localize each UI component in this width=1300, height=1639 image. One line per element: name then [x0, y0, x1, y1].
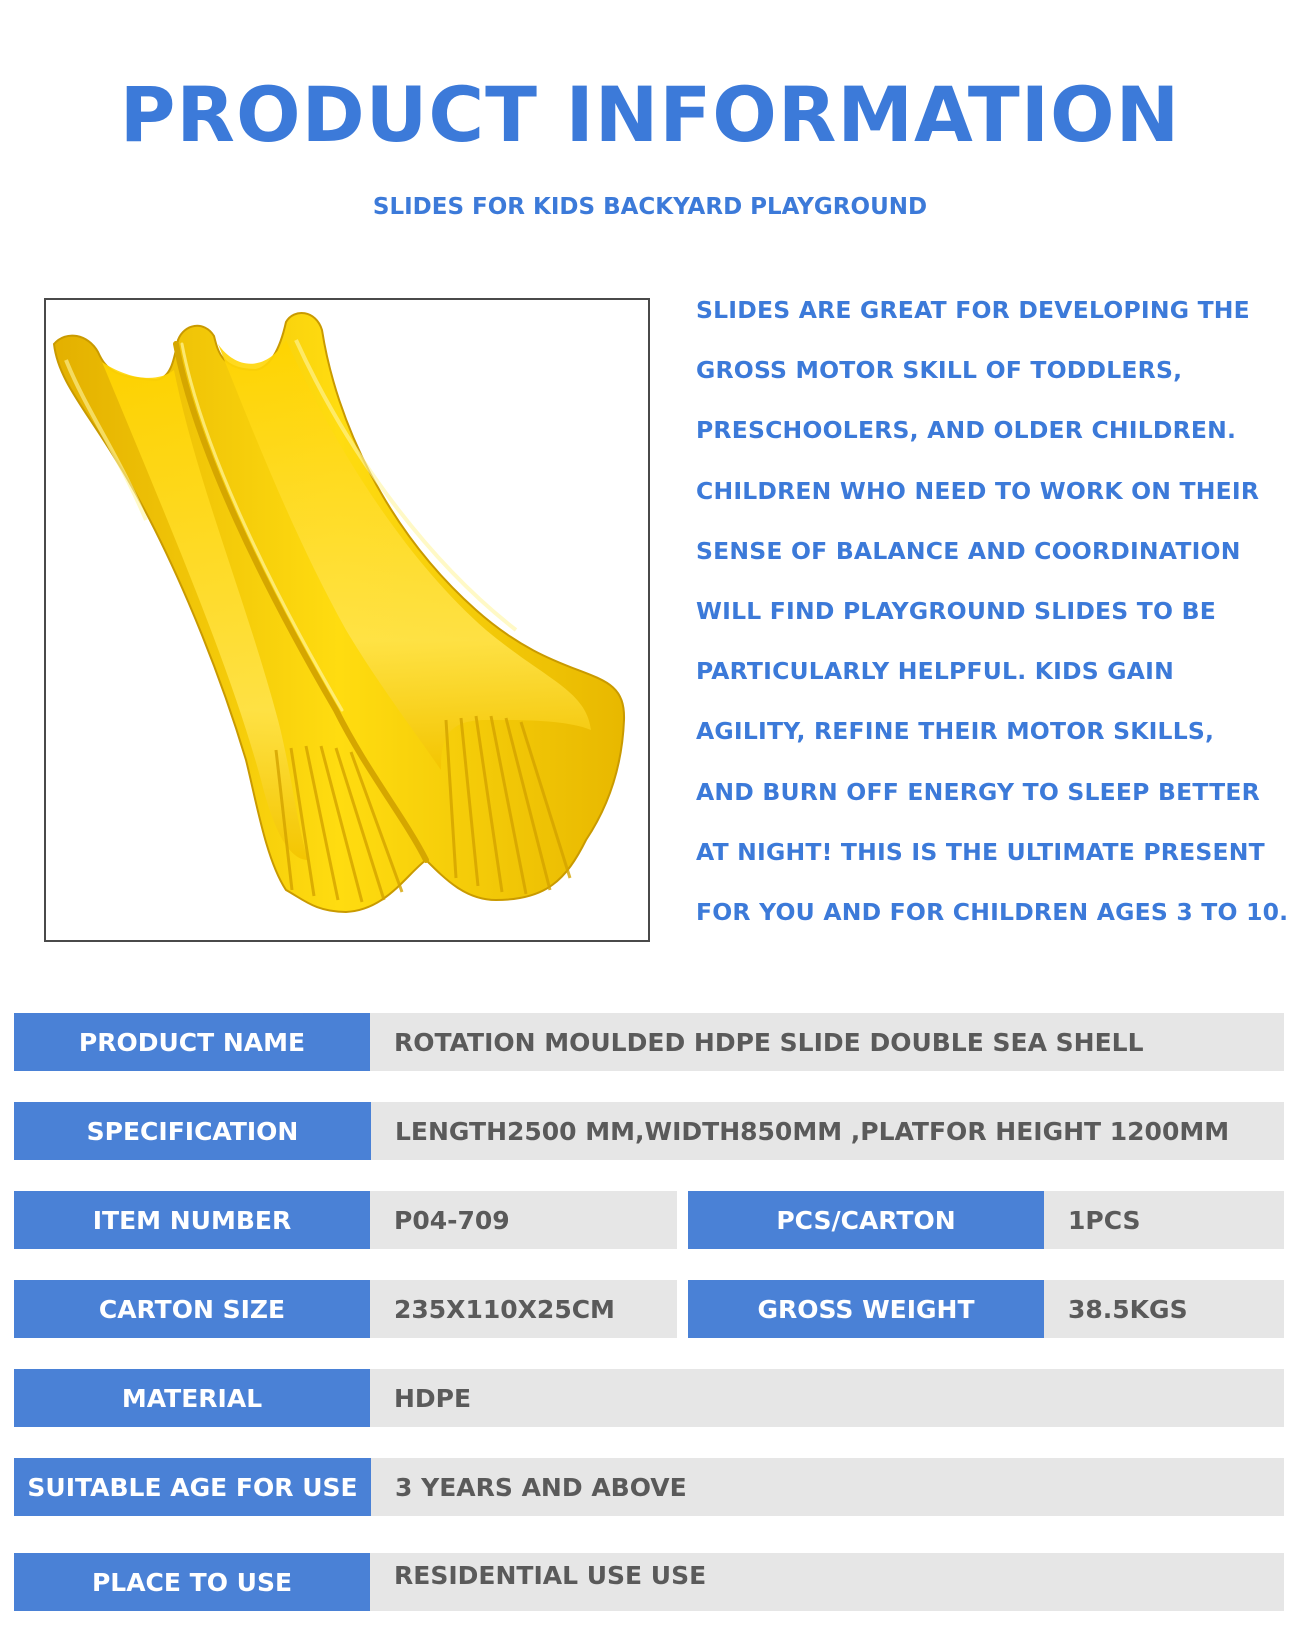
gross-weight-value: 38.5KGS — [1044, 1280, 1284, 1338]
description-line: AGILITY, REFINE THEIR MOTOR SKILLS, — [696, 717, 1215, 746]
product-name-label: PRODUCT NAME — [14, 1013, 370, 1071]
description-line: PARTICULARLY HELPFUL. KIDS GAIN — [696, 657, 1174, 686]
page-title: PRODUCT INFORMATION — [119, 70, 1181, 159]
specification-label: SPECIFICATION — [14, 1102, 371, 1160]
gross-weight-label: GROSS WEIGHT — [688, 1280, 1044, 1338]
carton-size-value: 235X110X25CM — [370, 1280, 677, 1338]
description-line: AT NIGHT! THIS IS THE ULTIMATE PRESENT — [696, 837, 1265, 866]
spec-row-specification — [14, 1102, 1284, 1160]
description-line: CHILDREN WHO NEED TO WORK ON THEIR — [696, 476, 1260, 505]
product-name-value: ROTATION MOULDED HDPE SLIDE DOUBLE SEA SHELL — [370, 1013, 1284, 1071]
spec-row-item-number — [14, 1191, 1284, 1249]
item-number-label: ITEM NUMBER — [14, 1191, 370, 1249]
suitable-age-value: 3 YEARS AND ABOVE — [371, 1458, 1284, 1516]
place-to-use-label: PLACE TO USE — [14, 1553, 370, 1611]
description-line: SLIDES ARE GREAT FOR DEVELOPING THE — [696, 296, 1250, 324]
yellow-double-slide-image — [46, 300, 648, 940]
item-number-value: P04-709 — [370, 1191, 677, 1249]
description-line: WILL FIND PLAYGROUND SLIDES TO BE — [696, 597, 1216, 626]
description-line: GROSS MOTOR SKILL OF TODDLERS, — [696, 356, 1183, 385]
specification-value: LENGTH2500 MM,WIDTH850MM ,PLATFOR HEIGHT 1200MM — [371, 1102, 1284, 1160]
spec-row-suitable-age — [14, 1458, 1284, 1516]
pcs-carton-label: PCS/CARTON — [688, 1191, 1044, 1249]
description-line: AND BURN OFF ENERGY TO SLEEP BETTER — [696, 777, 1260, 806]
product-description — [696, 280, 1289, 942]
spec-row-carton-size — [14, 1280, 1284, 1338]
page-subtitle: SLIDES FOR KIDS BACKYARD PLAYGROUND — [372, 194, 928, 220]
spec-row-product-name — [14, 1013, 1284, 1071]
carton-size-label: CARTON SIZE — [14, 1280, 370, 1338]
product-photo — [44, 298, 650, 942]
place-to-use-value: RESIDENTIAL USE USE — [370, 1553, 1284, 1611]
description-line: SENSE OF BALANCE AND COORDINATION — [696, 536, 1241, 565]
description-line: PRESCHOOLERS, AND OLDER CHILDREN. — [696, 416, 1237, 445]
material-value: HDPE — [370, 1369, 1284, 1427]
suitable-age-label: SUITABLE AGE FOR USE — [14, 1458, 371, 1516]
pcs-carton-value: 1PCS — [1044, 1191, 1284, 1249]
spec-row-place-to-use — [14, 1553, 1284, 1611]
material-label: MATERIAL — [14, 1369, 370, 1427]
description-line: FOR YOU AND FOR CHILDREN AGES 3 TO 10. — [696, 898, 1289, 927]
spec-row-material — [14, 1369, 1284, 1427]
